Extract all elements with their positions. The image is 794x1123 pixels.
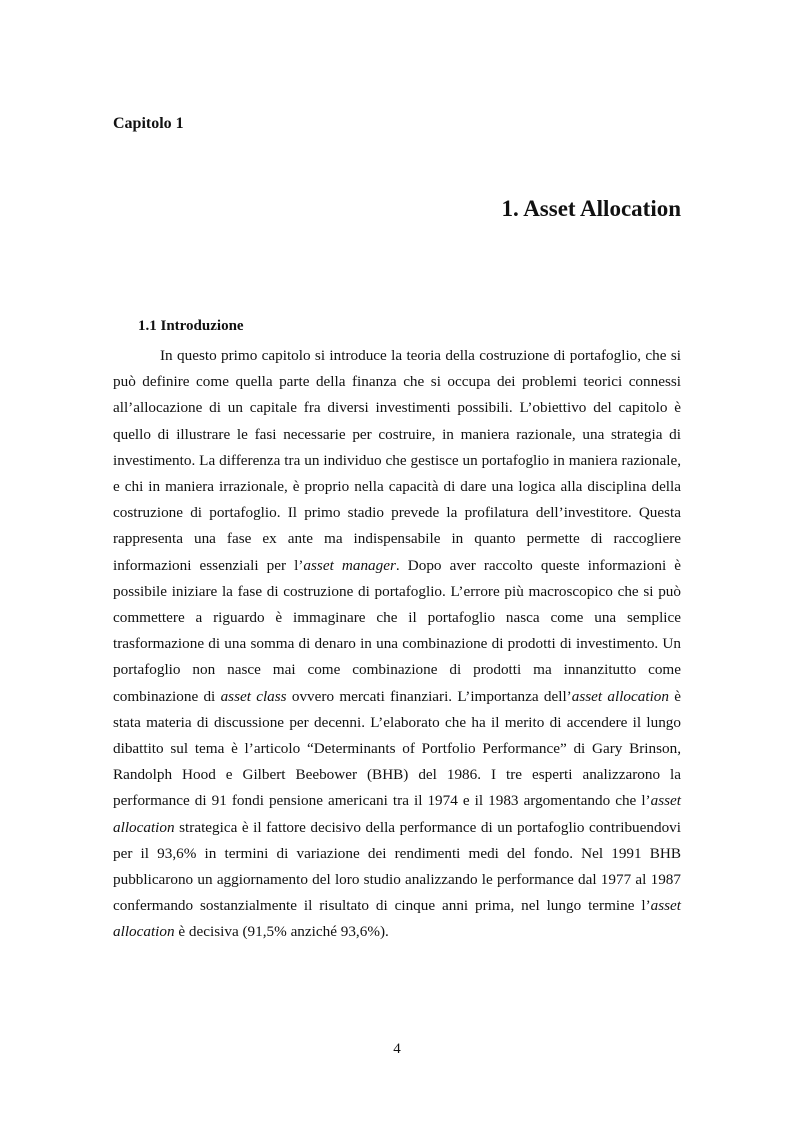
- section-title: 1.1 Introduzione: [138, 318, 244, 334]
- page-number: 4: [393, 1041, 401, 1057]
- paragraph-emphasis-3: asset allocation: [571, 687, 669, 705]
- paragraph-text-5: strategica è il fattore decisivo della performance di un portafoglio contribuendovi per il 93,6% in termini di variazione dei rendimenti medi del fondo. Nel 1991 BHB pubblicarono un aggiornamento del loro studio analizzando le performance dal 1977 al 1987 confermando sostanzialmente il risultato di cinque anni prima, nel lungo termine l’: [113, 818, 681, 915]
- paragraph-text-2: . Dopo aver raccolto queste informazioni è possibile iniziare la fase di costruzione di portafoglio. L’errore più macroscopico che si può commettere a riguardo è immaginare che il portafoglio nasca come una semplice trasformazione di una somma di denaro in una combinazione di prodotti di investimento. Un portafoglio non nasce mai come combinazione di prodotti ma innanzitutto come combinazione di: [113, 556, 681, 705]
- chapter-title: 1. Asset Allocation: [501, 196, 681, 221]
- body-paragraph: [113, 343, 681, 946]
- paragraph-emphasis-2: asset class: [220, 687, 287, 705]
- paragraph-text-4: è stata materia di discussione per decenni. L’elaborato che ha il merito di accendere il lungo dibattito sul tema è l’articolo “Determinants of Portfolio Performance” di Gary Brinson, Randolph Hood e Gilbert Beebower (BHB) del 1986. I tre esperti analizzarono la performance di 91 fondi pensione americani tra il 1974 e il 1983 argomentando che l’: [113, 687, 682, 810]
- paragraph-emphasis-5: asset allocation: [113, 897, 681, 941]
- paragraph-text-3: ovvero mercati finanziari. L’importanza dell’: [286, 687, 572, 705]
- paragraph-emphasis-1: asset manager: [303, 556, 396, 574]
- paragraph-text-1: In questo primo capitolo si introduce la teoria della costruzione di portafoglio, che si può definire come quella parte della finanza che si occupa dei problemi teorici connessi all’allocazione di un capitale fra diversi investimenti possibili. L’obiettivo del capitolo è quello di illustrare le fasi necessarie per costruire, in maniera razionale, una strategia di investimento. La differenza tra un individuo che gestisce un portafoglio in maniera razionale, e chi in maniera irrazionale, è proprio nella capacità di dare una logica alla disciplina della costruzione di portafoglio. Il primo stadio prevede la profilatura dell’investitore. Questa rappresenta una fase ex ante ma indispensabile in quanto permette di raccogliere informazioni essenziali per l’: [113, 347, 681, 574]
- chapter-label: Capitolo 1: [113, 115, 184, 132]
- paragraph-text-6: è decisiva (91,5% anziché 93,6%).: [174, 923, 389, 941]
- paragraph-emphasis-4: asset allocation: [113, 792, 681, 836]
